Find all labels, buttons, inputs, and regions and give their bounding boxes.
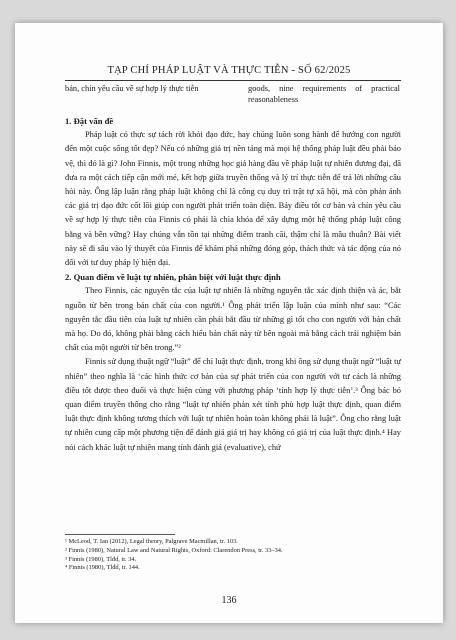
footnote: ³ Finnis (1980), Tlđd, tr. 34. [65,555,137,563]
section-heading-2: 2. Quan điểm về luật tự nhiên, phân biệt với luật thực định [65,272,281,283]
paragraph: Pháp luật có thực sự tách rời khỏi đạo đức, hay chúng luôn song hành để hướng con người đến một cuộc sống tốt đẹp? Nếu có những giá trị nền tảng mà mọi hệ thống pháp luật đều phải bảo vệ, thì đó là gì? John Finnis, một trong những học giả hàng đầu về pháp luật tự nhiên đương đại, đã đưa ra một cách tiếp cận mới mẻ, kết hợp giữa truyền thống và lý trí thực tiễn để trả lời những câu hỏi này. Ông lập luận rằng pháp luật không chỉ là công cụ duy trì trật tự xã hội, mà còn phản ánh các giá trị đạo đức cốt lõi giúp con người phát triển toàn diện. Bảy điều tốt cơ bản và chín yêu cầu về sự hợp lý thực tiễn của Finnis có phải là chìa khóa để xây dựng một hệ thống pháp luật công bằng và bền vững? Hay chúng vẫn tồn tại những điểm tranh cãi, thậm chí là mâu thuẫn? Bài viết này sẽ đi sâu vào lý thuyết của Finnis để khám phá những đóng góp, thách thức và tác động của nó đối với tư duy pháp lý hiện đại. [65,130,401,268]
footnote: ¹ McLeod, T. Ian (2012), Legal theory, Palgrave Macmillan, tr. 103. [65,538,238,545]
article-body [65,114,401,455]
header-rule [65,80,401,81]
intro-column-right: goods, nine requirements of practical reasonableness [248,84,400,104]
section-heading-1: 1. Đặt vấn đề [65,116,114,126]
paragraph: Theo Finnis, các nguyên tắc của luật tự nhiên là những nguyên tắc xác định thiện và ác, bắt nguồn từ bên trong bản chất của con người.¹ Ông phát triển lập luận của mình như sau: “Các nguyên tắc đầu tiên của luật tự nhiên cần phải bắt đầu từ những gì tốt cho con người với bản chất mà họ. Do đó, không phải bằng cách hiểu bản chất này từ bên ngoài mà bằng cách trải nghiệm bản chất của một người từ bên trong.”² [65,286,401,353]
page-number: 136 [221,595,237,606]
intro-column-left: bản, chín yêu cầu về sự hợp lý thực tiễn [65,84,199,93]
journal-header: TẠP CHÍ PHÁP LUẬT VÀ THỰC TIỄN - SỐ 62/2025 [107,65,351,76]
footnote: ² Finnis (1980), Natural Law and Natural Rights, Oxford: Clarendon Press, tr. 33–34. [65,546,283,554]
paragraph: Finnis sử dụng thuật ngữ “luật” để chỉ luật thực định, trong khi ông sử dụng thuật ngữ “luật tự nhiên” theo nghĩa là ‘các hình thức cơ bản của sự phát triển của con người với tư cách là những điều tốt được theo đuổi và thực hiện cùng với phương pháp ‘tính hợp lý thực tiễn’.³ Ông bác bỏ quan điểm truyền thống cho rằng “luật tự nhiên phản xét tính phù hợp luật thực định, quan điểm luật thực định không tương thích với luật tự nhiên hoàn toàn không phải là luật”. Ông cho rằng luật tự nhiên cung cấp một phương tiện để đánh giá giá trị hay không có giá trị của luật thực định.⁴ Hay nói cách khác luật tự nhiên mang tính đánh giá (evaluative), chứ [65,357,401,452]
footnotes [65,538,401,573]
footnote: ⁴ Finnis (1980), Tlđd, tr. 144. [65,564,140,572]
document-page [15,23,443,623]
footnote-rule [65,534,175,535]
